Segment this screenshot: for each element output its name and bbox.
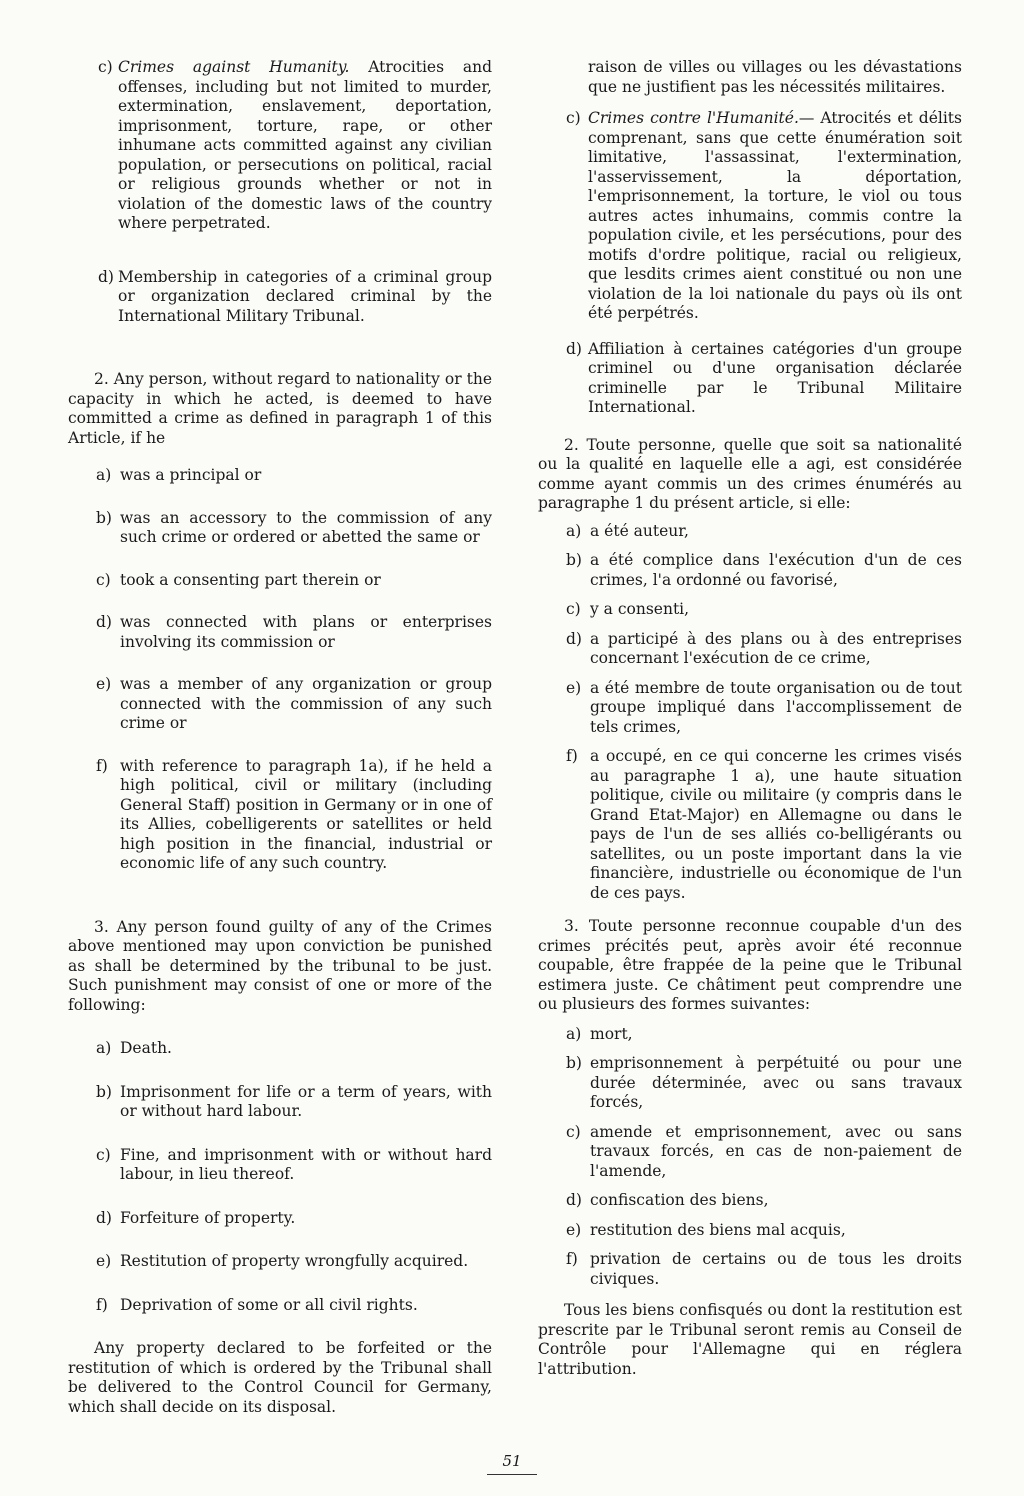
item-text: Membership in categories of a criminal group or organization declared criminal by the International Military Tribunal. — [118, 267, 492, 325]
list-item: b) emprisonnement à perpétuité ou pour une durée déterminée, avec ou sans travaux forcés, — [566, 1054, 962, 1111]
list-item: e) restitution des biens mal acquis, — [566, 1220, 846, 1239]
item-text: — Atrocités et délits comprenant, sans que cette énumération soit limitative, l'assassinat, l'extermination, l'asservissement, la déportation, l'emprisonnement, la torture, le viol ou tous autres actes inhumains, commis contre la population civile, et les persécutions, pour des motifs d'ordre politique, racial ou religieux, que lesdits crimes aient constitué ou non une violation de la loi nationale du pays où ils ont été perpétrés. — [588, 109, 962, 322]
french-column — [538, 58, 962, 1379]
item-label: d) — [98, 267, 114, 286]
crimes-against-humanity-item — [68, 58, 492, 234]
list-item: d) was connected with plans or enterprises involving its commission or — [96, 613, 492, 651]
list-item: b) a été complice dans l'exécution d'un de ces crimes, l'a ordonné ou favorisé, — [566, 551, 962, 589]
paragraph-2: 2. Any person, without regard to nationality or the capacity in which he acted, is deemed to have committed a crime as defined in paragraph 1 of this Article, if he — [68, 370, 492, 447]
crimes-contre-humanite-item — [538, 109, 962, 324]
list-item: c) Fine, and imprisonment with or without hard labour, in lieu thereof. — [96, 1145, 492, 1183]
list-item: e) a été membre de toute organisation ou de tout groupe impliqué dans l'accomplissement de tels crimes, — [566, 678, 962, 736]
list-item: c) took a consenting part therein or — [96, 570, 381, 589]
affiliation-item — [538, 340, 962, 418]
item-label: c) — [566, 109, 581, 127]
item-title: Crimes contre l'Humanité. — [588, 109, 799, 127]
paragraph-3: 3. Toute personne reconnue coupable d'un des crimes précités peut, après avoir été reconnue coupable, être frappée de la peine que le Tribunal estimera juste. Ce châtiment peut comprendre une ou plusieurs des formes suivantes: — [538, 917, 962, 1013]
list-item: f) Deprivation of some or all civil rights. — [96, 1295, 418, 1314]
list-item: c) amende et emprisonnement, avec ou sans travaux forcés, en cas de non-paiement de l'amende, — [566, 1122, 962, 1180]
list-item: d) a participé à des plans ou à des entreprises concernant l'exécution de ce crime, — [566, 629, 962, 667]
page-number-rule — [487, 1474, 537, 1475]
list-item: a) was a principal or — [96, 466, 262, 484]
list-item: a) a été auteur, — [566, 521, 689, 540]
english-column — [68, 58, 492, 1417]
closing-paragraph: Any property declared to be forfeited or the restitution of which is ordered by the Tribunal shall be delivered to the Control Council for Germany, which shall decide on its disposal. — [68, 1339, 492, 1416]
list-item: a) mort, — [566, 1024, 633, 1043]
list-item: f) with reference to paragraph 1a), if he held a high political, civil or military (including General Staff) position in Germany or in one of its Allies, cobelligerents or satellites or held high position in the financial, industrial or economic life of any such country. — [96, 756, 492, 872]
list-item: f) a occupé, en ce qui concerne les crimes visés au paragraphe 1 a), une haute situation politique, civile ou militaire (y compris dans le Grand Etat-Major) en Allemagne ou dans le pays de l'un de ses alliés co-belligérants ou satellites, ou un poste important dans la vie financière, industrielle ou économique de l'un de ces pays. — [566, 747, 962, 902]
list-item: e) was a member of any organization or group connected with the commission of any such crime or — [96, 675, 492, 732]
page-number: 51 — [502, 1452, 522, 1470]
item-text: Atrocities and offenses, including but not limited to murder, extermination, enslavement, deportation, imprisonment, torture, rape, or other inhumane acts committed against any civilian population, or persecutions on political, racial or religious grounds whether or not in violation of the domestic laws of the country where perpetrated. — [118, 58, 493, 232]
paragraph-3: 3. Any person found guilty of any of the Crimes above mentioned may upon conviction be punished as shall be determined by the tribunal to be just. Such punishment may consist of one or more of the following: — [68, 917, 492, 1014]
list-item: e) Restitution of property wrongfully acquired. — [96, 1252, 469, 1270]
item-text: Affiliation à certaines catégories d'un groupe criminel ou d'une organisation déclarée criminelle par le Tribunal Militaire International. — [588, 339, 962, 416]
membership-item — [68, 268, 492, 327]
list-item: b) was an accessory to the commission of any such crime or ordered or abetted the same or — [96, 508, 492, 546]
list-item: d) Forfeiture of property. — [96, 1208, 296, 1227]
paragraph-2: 2. Toute personne, quelle que soit sa nationalité ou la qualité en laquelle elle a agi, est considérée comme ayant commis un des crimes énumérés au paragraphe 1 du présent article, si elle: — [538, 435, 962, 512]
list-item: f) privation de certains ou de tous les droits civiques. — [566, 1250, 962, 1288]
item-label: c) — [98, 58, 113, 76]
closing-paragraph: Tous les biens confisqués ou dont la restitution est prescrite par le Tribunal seront remis au Conseil de Contrôle pour l'Allemagne qui en réglera l'attribution. — [538, 1301, 962, 1378]
item-label: d) — [566, 339, 582, 358]
item-title: Crimes against Humanity. — [118, 58, 350, 76]
continuation-text: raison de villes ou villages ou les dévastations que ne justifient pas les nécessités militaires. — [588, 58, 962, 96]
list-item: a) Death. — [96, 1039, 172, 1057]
list-item: c) y a consenti, — [566, 600, 690, 618]
list-item: d) confiscation des biens, — [566, 1191, 769, 1209]
list-item: b) Imprisonment for life or a term of years, with or without hard labour. — [96, 1082, 492, 1120]
